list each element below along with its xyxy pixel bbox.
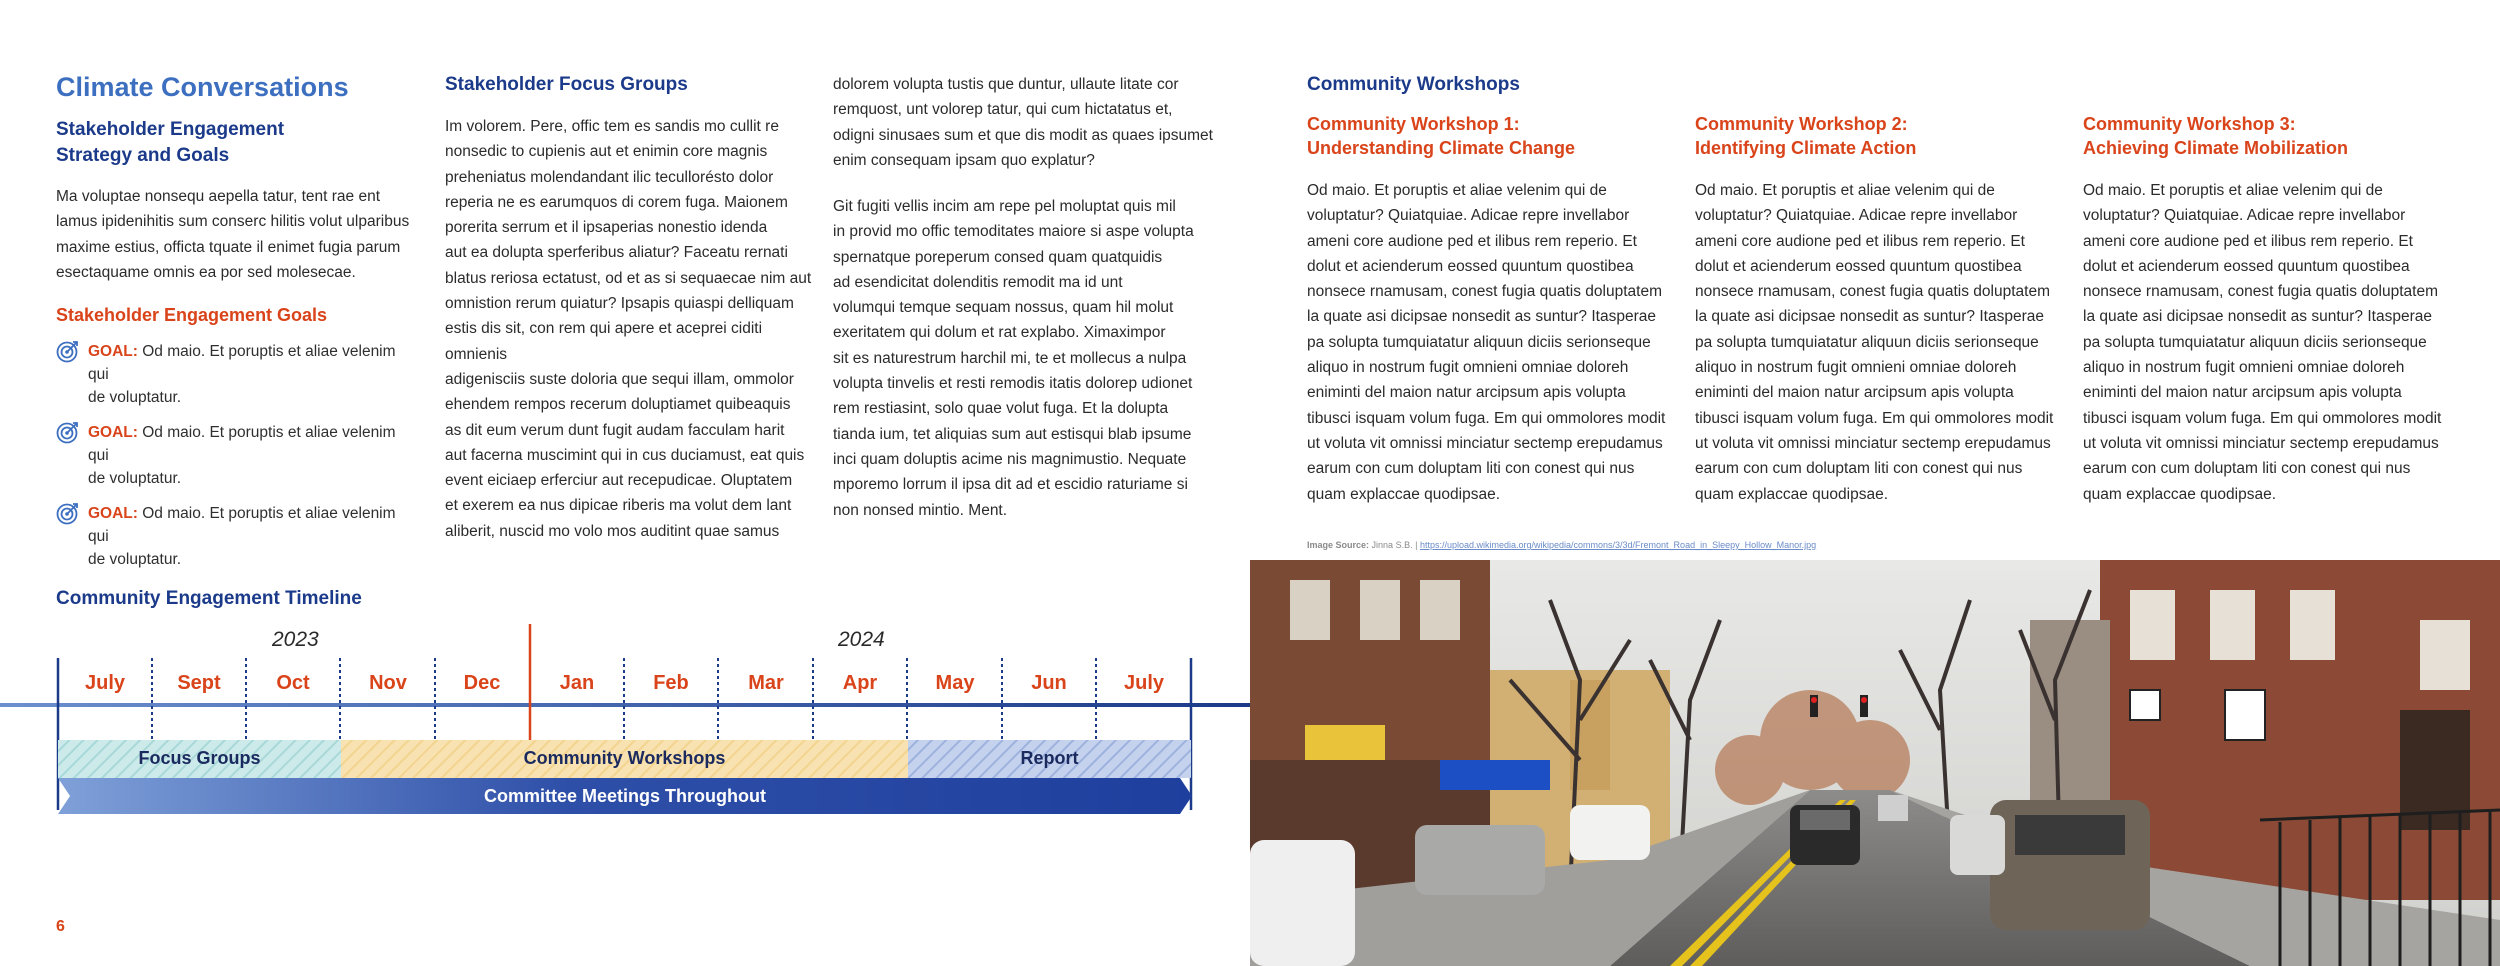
- goal-text: [88, 502, 416, 571]
- workshop-3: [2083, 112, 2441, 507]
- timeline-heading: Community Engagement Timeline: [56, 588, 362, 609]
- text-line: ut voluta vit omnissi minciatur sectemp erepudamus: [2083, 434, 2439, 452]
- goals-heading: Stakeholder Engagement Goals: [56, 305, 328, 325]
- year-2023: 2023: [272, 628, 319, 651]
- goal-desc: Od maio. Et poruptis et aliae velenim qui: [88, 343, 396, 383]
- text-line: inci quam doluptis acime nis magnimustio. Nequate: [833, 450, 1187, 468]
- text-line: quam explaccae quodipsae.: [2083, 485, 2277, 503]
- month-label: May: [935, 672, 975, 694]
- workshop-title-line: Identifying Climate Action: [1695, 138, 1917, 158]
- goal-item: [56, 340, 416, 409]
- phase-label-report: Report: [1020, 748, 1079, 768]
- goal-text: [88, 421, 416, 490]
- text-line: Im volorem. Pere, offic tem es sandis mo cullit re: [445, 118, 779, 135]
- text-line: non nonsed mintio. Ment.: [833, 501, 1008, 519]
- workshop-body: [2083, 178, 2441, 507]
- goal-item: [56, 421, 416, 490]
- text-line: aliberit, nuscid mo volo mos auditint quae samus: [445, 522, 780, 540]
- image-source-link[interactable]: https://upload.wikimedia.org/wikipedia/commons/3/3d/Fremont_Road_in_Sleepy_Hollow_Manor.jpg: [1419, 540, 1817, 550]
- text-line: eniminti del maion natur arcipsum apis volupta: [1307, 384, 1626, 402]
- text-line: in provid mo offic temoditates maiore si aspe volupta: [833, 223, 1194, 241]
- text-line: ut voluta vit omnissi minciatur sectemp erepudamus: [1695, 434, 2051, 452]
- text-line: estis dis sit, con rem qui apere et aceprei ciditi omnienis: [445, 320, 763, 363]
- text-line: rem restiasint, solo quae volut fuga. Et la dolupta: [833, 400, 1169, 418]
- month-label: Feb: [653, 672, 689, 694]
- text-line: la quate asi dicipsae nonsedit as suntur? Itasperae: [2083, 308, 2432, 326]
- target-icon: [56, 339, 80, 363]
- workshops-heading: Community Workshops: [1307, 74, 1520, 95]
- text-line: remquost, unt volorep tatur, qui cum hictatatus et,: [833, 101, 1173, 119]
- text-line: dolut et acienderum eossed quuntum quostibea: [1695, 257, 2022, 275]
- text-line: mporemo lorrum il ipsa dit ad et escidio raturiame si: [833, 476, 1188, 494]
- text-line: preheniatus molendandant ilic tecullorésto dolor: [445, 168, 774, 186]
- month-label: Nov: [369, 672, 407, 694]
- street-photo: [1250, 560, 2500, 966]
- text-line: quam explaccae quodipsae.: [1695, 485, 1889, 503]
- strategy-heading-line1: Stakeholder Engagement: [56, 119, 285, 140]
- target-icon: [56, 501, 80, 525]
- street-scene-image: [1250, 560, 2500, 966]
- text-line: voluptatur? Quiatquiae. Adicae repre invellabor: [1695, 207, 2018, 225]
- text-line: porerita serrum et il ipsaperias nonestio idenda: [445, 219, 768, 237]
- goal-label: GOAL:: [88, 505, 138, 522]
- text-line: la quate asi dicipsae nonsedit as suntur? Itasperae: [1695, 308, 2044, 326]
- text-line: eniminti del maion natur arcipsum apis volupta: [2083, 384, 2402, 402]
- month-label: July: [84, 672, 126, 694]
- text-line: ad esendicitat dolenditis remodit ma id unt: [833, 273, 1123, 291]
- text-line: nonsedic to cupienis aut et enimin core magnis: [445, 143, 768, 161]
- goal-desc: Od maio. Et poruptis et aliae velenim qui: [88, 424, 396, 464]
- text-line: adigenisciis suste doloria que sequi illam, ommolor: [445, 370, 794, 388]
- month-label: Dec: [463, 672, 501, 694]
- text-line: aut facerna muscimint qui in cus duciamust, eat quis: [445, 446, 805, 464]
- text-line: pa solupta tumquiatatur aliquun diciis serionseque: [2083, 333, 2427, 351]
- text-line: blatus reriosa ectatust, od et as si sequaecae nim aut: [445, 269, 812, 287]
- text-line: ameni core audione ped et ilibus rem reperio. Et: [1307, 232, 1637, 250]
- month-label: Mar: [748, 672, 784, 694]
- workshop-title: [2083, 112, 2441, 160]
- workshop-2: [1695, 112, 2053, 507]
- text-line: tibusci isquam volum fuga. Em qui ommolores modit: [1307, 409, 1666, 427]
- goals-list: [56, 340, 416, 571]
- text-line: Git fugiti vellis incim am repe pel moluptat quis mil: [833, 198, 1176, 215]
- workshop-title: [1307, 112, 1665, 160]
- text-line: tibusci isquam volum fuga. Em qui ommolores modit: [2083, 409, 2442, 427]
- text-line: exeritatem qui dolum et rat explabo. Ximaximpor: [833, 324, 1166, 342]
- text-line: earum con cum doluptam liti con conest qui nus: [1307, 460, 1635, 478]
- workshop-body: [1695, 178, 2053, 507]
- focus-groups-body: [445, 114, 825, 544]
- goal-item: [56, 502, 416, 571]
- workshop-title-line: Achieving Climate Mobilization: [2083, 138, 2349, 158]
- workshop-title-line: Community Workshop 2:: [1695, 114, 1908, 134]
- text-line: quam explaccae quodipsae.: [1307, 485, 1501, 503]
- focus-groups-body-cont: [833, 72, 1223, 173]
- text-line: enim consequam ipsam quo explatur?: [833, 151, 1095, 169]
- image-source-label: Image Source:: [1307, 540, 1370, 550]
- text-line: aut ea dolupta sperferibus aliatur? Faceatu rernati: [445, 244, 788, 262]
- text-line: volupta tinvelis et resti remodis itatis dolorep udionet: [833, 375, 1193, 393]
- phase-label-community-workshops: Community Workshops: [523, 748, 726, 768]
- text-line: odigni sinusaes sum et que dis modit as quaes ipsumet: [833, 126, 1213, 144]
- text-line: Od maio. Et poruptis et aliae velenim qui de: [1307, 182, 1607, 199]
- text-line: ameni core audione ped et ilibus rem reperio. Et: [2083, 232, 2413, 250]
- goal-desc-cont: de voluptatur.: [88, 551, 182, 568]
- text-line: omnistion rerum quiatur? Ipsapis quiaspi delliquam: [445, 295, 794, 313]
- text-line: ut voluta vit omnissi minciatur sectemp erepudamus: [1307, 434, 1663, 452]
- workshop-1: [1307, 112, 1665, 507]
- text-line: nonsece rnamusam, conest fugia quatis doluptatem: [1695, 283, 2050, 301]
- month-label: July: [1123, 672, 1165, 694]
- text-line: pa solupta tumquiatatur aliquun diciis serionseque: [1695, 333, 2039, 351]
- page-title: Climate Conversations: [56, 72, 349, 102]
- text-line: volumqui temque sequam nossus, quam hil molut: [833, 299, 1174, 317]
- image-source-credit: [1307, 540, 1816, 550]
- target-icon: [56, 420, 80, 444]
- text-line: ameni core audione ped et ilibus rem reperio. Et: [1695, 232, 2025, 250]
- intro-line: Ma voluptae nonsequ aepella tatur, tent rae ent: [56, 188, 381, 205]
- goal-desc-cont: de voluptatur.: [88, 389, 182, 406]
- goal-label: GOAL:: [88, 343, 138, 360]
- workshop-title-line: Community Workshop 1:: [1307, 114, 1520, 134]
- workshop-title-line: Understanding Climate Change: [1307, 138, 1576, 158]
- text-line: sit es naturestrum harchil mi, te et mollecus a nulpa: [833, 349, 1187, 367]
- strategy-heading: [56, 117, 284, 169]
- intro-paragraph: [56, 184, 436, 285]
- text-line: reperia ne es earumquos di corem fuga. Maionem: [445, 193, 788, 211]
- text-line: spernatque poreperum consed quam quatquidis: [833, 248, 1163, 266]
- year-2024: 2024: [838, 628, 885, 651]
- text-line: voluptatur? Quiatquiae. Adicae repre invellabor: [1307, 207, 1630, 225]
- workshop-title-line: Community Workshop 3:: [2083, 114, 2296, 134]
- page-number: 6: [56, 918, 65, 935]
- goal-label: GOAL:: [88, 424, 138, 441]
- month-label: Sept: [177, 672, 221, 694]
- text-line: dolut et acienderum eossed quuntum quostibea: [1307, 257, 1634, 275]
- text-line: dolorem volupta tustis que duntur, ullaute litate cor: [833, 76, 1179, 93]
- text-line: tibusci isquam volum fuga. Em qui ommolores modit: [1695, 409, 2054, 427]
- intro-line: esectaquame omnis ea por sed molesecae.: [56, 263, 356, 281]
- focus-groups-heading: Stakeholder Focus Groups: [445, 74, 688, 95]
- intro-line: maxime estius, officta tquate il enimet fugia parum: [56, 238, 401, 256]
- text-line: la quate asi dicipsae nonsedit as suntur? Itasperae: [1307, 308, 1656, 326]
- phase-label-focus-groups: Focus Groups: [138, 748, 261, 768]
- text-line: aliquo in nostrum fugit omnieni omniae doloreh: [1695, 359, 2017, 377]
- text-line: aliquo in nostrum fugit omnieni omniae doloreh: [2083, 359, 2405, 377]
- text-line: ehendem rempos recerum doluptiamet quibeaquis: [445, 396, 791, 414]
- month-label: Jan: [559, 672, 595, 694]
- text-line: earum con cum doluptam liti con conest qui nus: [1695, 460, 2023, 478]
- workshop-title: [1695, 112, 2053, 160]
- month-label: Jun: [1031, 672, 1067, 694]
- intro-line: lamus ipidenihitis sum conserc hilitis volut ulparibus: [56, 213, 410, 231]
- text-line: Od maio. Et poruptis et aliae velenim qui de: [1695, 182, 1995, 199]
- text-line: nonsece rnamusam, conest fugia quatis doluptatem: [2083, 283, 2438, 301]
- focus-groups-body-para2: [833, 194, 1223, 523]
- committee-meetings-label: Committee Meetings Throughout: [484, 786, 766, 806]
- text-line: earum con cum doluptam liti con conest qui nus: [2083, 460, 2411, 478]
- text-line: aliquo in nostrum fugit omnieni omniae doloreh: [1307, 359, 1629, 377]
- text-line: pa solupta tumquiatatur aliquun diciis serionseque: [1307, 333, 1651, 351]
- text-line: eniminti del maion natur arcipsum apis volupta: [1695, 384, 2014, 402]
- text-line: Od maio. Et poruptis et aliae velenim qui de: [2083, 182, 2383, 199]
- goal-text: [88, 340, 416, 409]
- goal-desc: Od maio. Et poruptis et aliae velenim qui: [88, 505, 396, 545]
- text-line: as dit eum verum dunt fugit audam facculam harit: [445, 421, 785, 439]
- text-line: et exerem ea nus dipicae riberis ma volut dem lant: [445, 497, 792, 515]
- goal-desc-cont: de voluptatur.: [88, 470, 182, 487]
- month-label: Oct: [276, 672, 310, 694]
- image-source-author: Jinna S.B. |: [1371, 540, 1418, 550]
- workshop-body: [1307, 178, 1665, 507]
- strategy-heading-line2: Strategy and Goals: [56, 145, 230, 166]
- text-line: voluptatur? Quiatquiae. Adicae repre invellabor: [2083, 207, 2406, 225]
- month-label: Apr: [842, 672, 878, 694]
- text-line: event eiciaep erferciur aut recepudicae. Oluptatem: [445, 472, 793, 490]
- text-line: tianda ium, tet aliquias sum aut estisqui blab ipsume: [833, 425, 1192, 443]
- text-line: dolut et acienderum eossed quuntum quostibea: [2083, 257, 2410, 275]
- text-line: nonsece rnamusam, conest fugia quatis doluptatem: [1307, 283, 1662, 301]
